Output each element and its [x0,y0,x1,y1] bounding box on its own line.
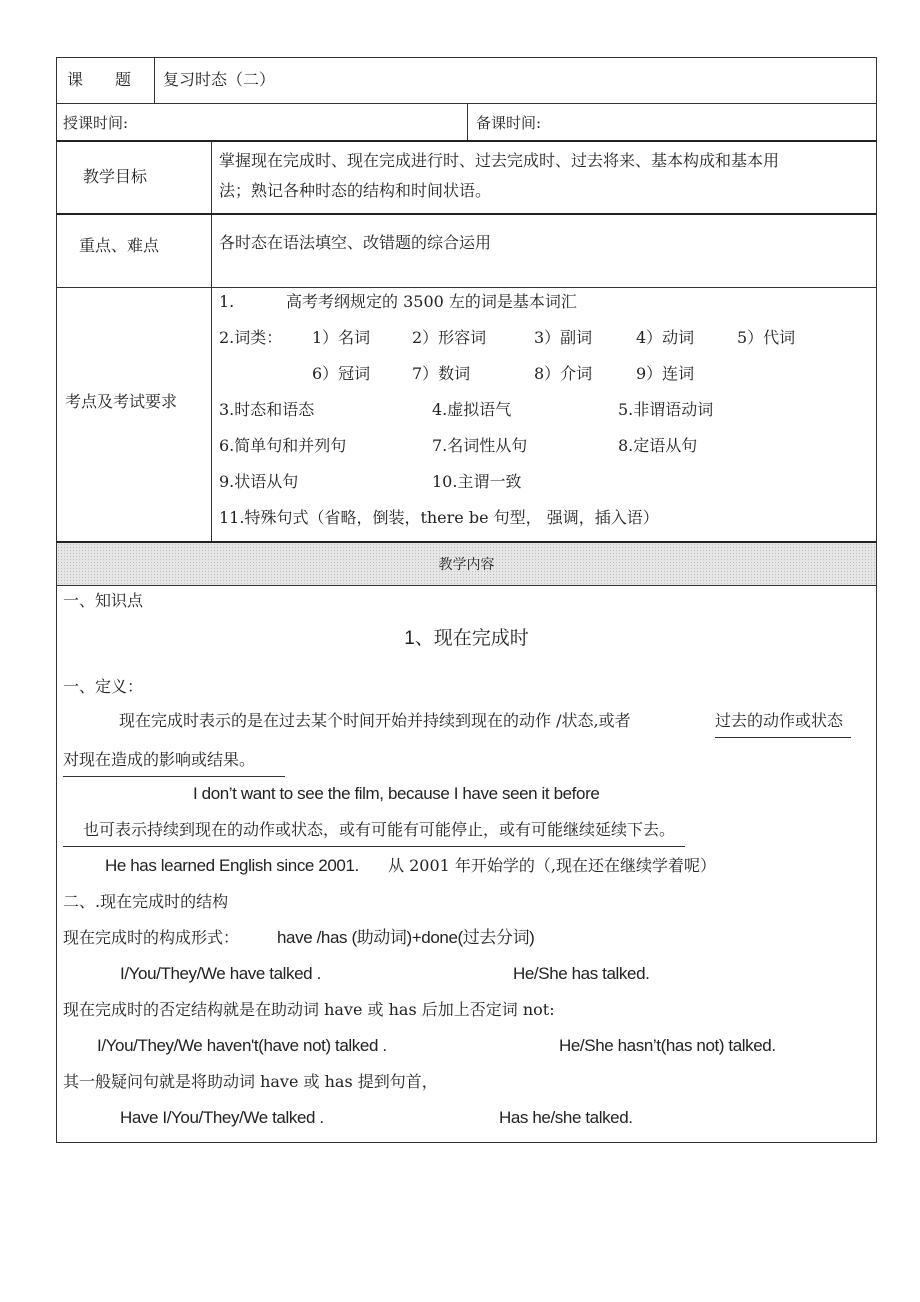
exam-item-1-text: 高考考纲规定的 3500 左的词是基本词汇 [286,292,577,311]
goals-line-1: 掌握现在完成时、现在完成进行时、过去完成时、过去将来、基本构成和基本用 [219,151,780,170]
goals-line-2: 法；熟记各种时态的结构和时间状语。 [219,181,492,200]
word-class-6: 6）冠词 [312,364,371,383]
exam-item-2-prefix: 2.词类： [219,328,283,347]
word-class-9: 9）连词 [636,364,695,383]
key-points-text: 各时态在语法填空、改错题的综合运用 [219,233,492,252]
definition-line-1b: 过去的动作或状态 [715,711,851,738]
subtitle-present-perfect: 1、现在完成时 [404,628,529,649]
example-2-chinese: 从 2001 年开始学的（,现在还在继续学着呢） [388,856,716,875]
form-label: 现在完成时的构成形式： [63,928,240,947]
example-1: I don’t want to see the film, because I have seen it before [193,784,600,803]
exam-topic-6: 6.简单句和并列句 [219,436,347,455]
question-singular: Has he/she talked. [499,1108,633,1127]
key-points-label: 重点、难点 [79,236,160,255]
negative-singular: He/She hasn’t(has not) talked. [559,1036,776,1055]
exam-label: 考点及考试要求 [65,392,178,411]
word-class-4: 4）动词 [636,328,695,347]
affirmative-plural: I/You/They/We have talked . [120,964,321,983]
exam-topic-9: 9.状语从句 [219,472,299,491]
exam-topic-4: 4.虚拟语气 [432,400,512,419]
content-band [56,541,877,585]
time-row [56,103,877,140]
goals-row [56,140,877,213]
section-1-heading: 一、知识点 [63,591,144,610]
prep-time-label: 备课时间: [476,114,542,132]
exam-item-1-num: 1. [219,292,235,311]
exam-row [56,287,877,541]
exam-topic-10: 10.主谓一致 [432,472,522,491]
goals-label: 教学目标 [83,167,148,186]
exam-topic-7: 7.名词性从句 [432,436,528,455]
definition-line-2: 对现在造成的影响或结果。 [63,750,285,777]
negative-plural: I/You/They/We haven't(have not) talked . [97,1036,387,1055]
question-plural: Have I/You/They/We talked . [120,1108,324,1127]
word-class-8: 8）介词 [534,364,593,383]
definition-line-3: 也可表示持续到现在的动作或状态，或有可能有可能停止，或有可能继续延续下去。 [63,820,685,847]
word-class-7: 7）数词 [412,364,471,383]
content-body [56,585,877,1143]
question-description: 其一般疑问句就是将助动词 have 或 has 提到句首， [63,1072,438,1091]
affirmative-singular: He/She has talked. [513,964,650,983]
form-value: have /has (助动词)+done(过去分词) [277,928,535,947]
word-class-5: 5）代词 [737,328,796,347]
topic-label: 课 题 [67,70,132,89]
teach-time-label: 授课时间: [63,114,129,132]
negative-description: 现在完成时的否定结构就是在助动词 have 或 has 后加上否定词 not: [63,1000,555,1019]
topic-row [56,57,877,103]
exam-topic-5: 5.非谓语动词 [618,400,714,419]
section-2-heading: 二、.现在完成时的结构 [63,892,229,911]
definition-heading: 一、定义： [63,677,144,696]
exam-topic-8: 8.定语从句 [618,436,698,455]
exam-topic-3: 3.时态和语态 [219,400,315,419]
word-class-1: 1）名词 [312,328,371,347]
exam-item-11: 11.特殊句式（省略，倒装，there be 句型， 强调，插入语） [219,508,659,527]
word-class-2: 2）形容词 [412,328,487,347]
topic-value: 复习时态（二） [163,70,276,89]
definition-line-1a: 现在完成时表示的是在过去某个时间开始并持续到现在的动作 /状态,或者 [119,711,631,730]
lesson-plan-table [56,57,877,1143]
word-class-3: 3）副词 [534,328,593,347]
content-band-title: 教学内容 [438,557,495,573]
key-points-row [56,213,877,287]
example-2-english: He has learned English since 2001. [105,856,359,875]
